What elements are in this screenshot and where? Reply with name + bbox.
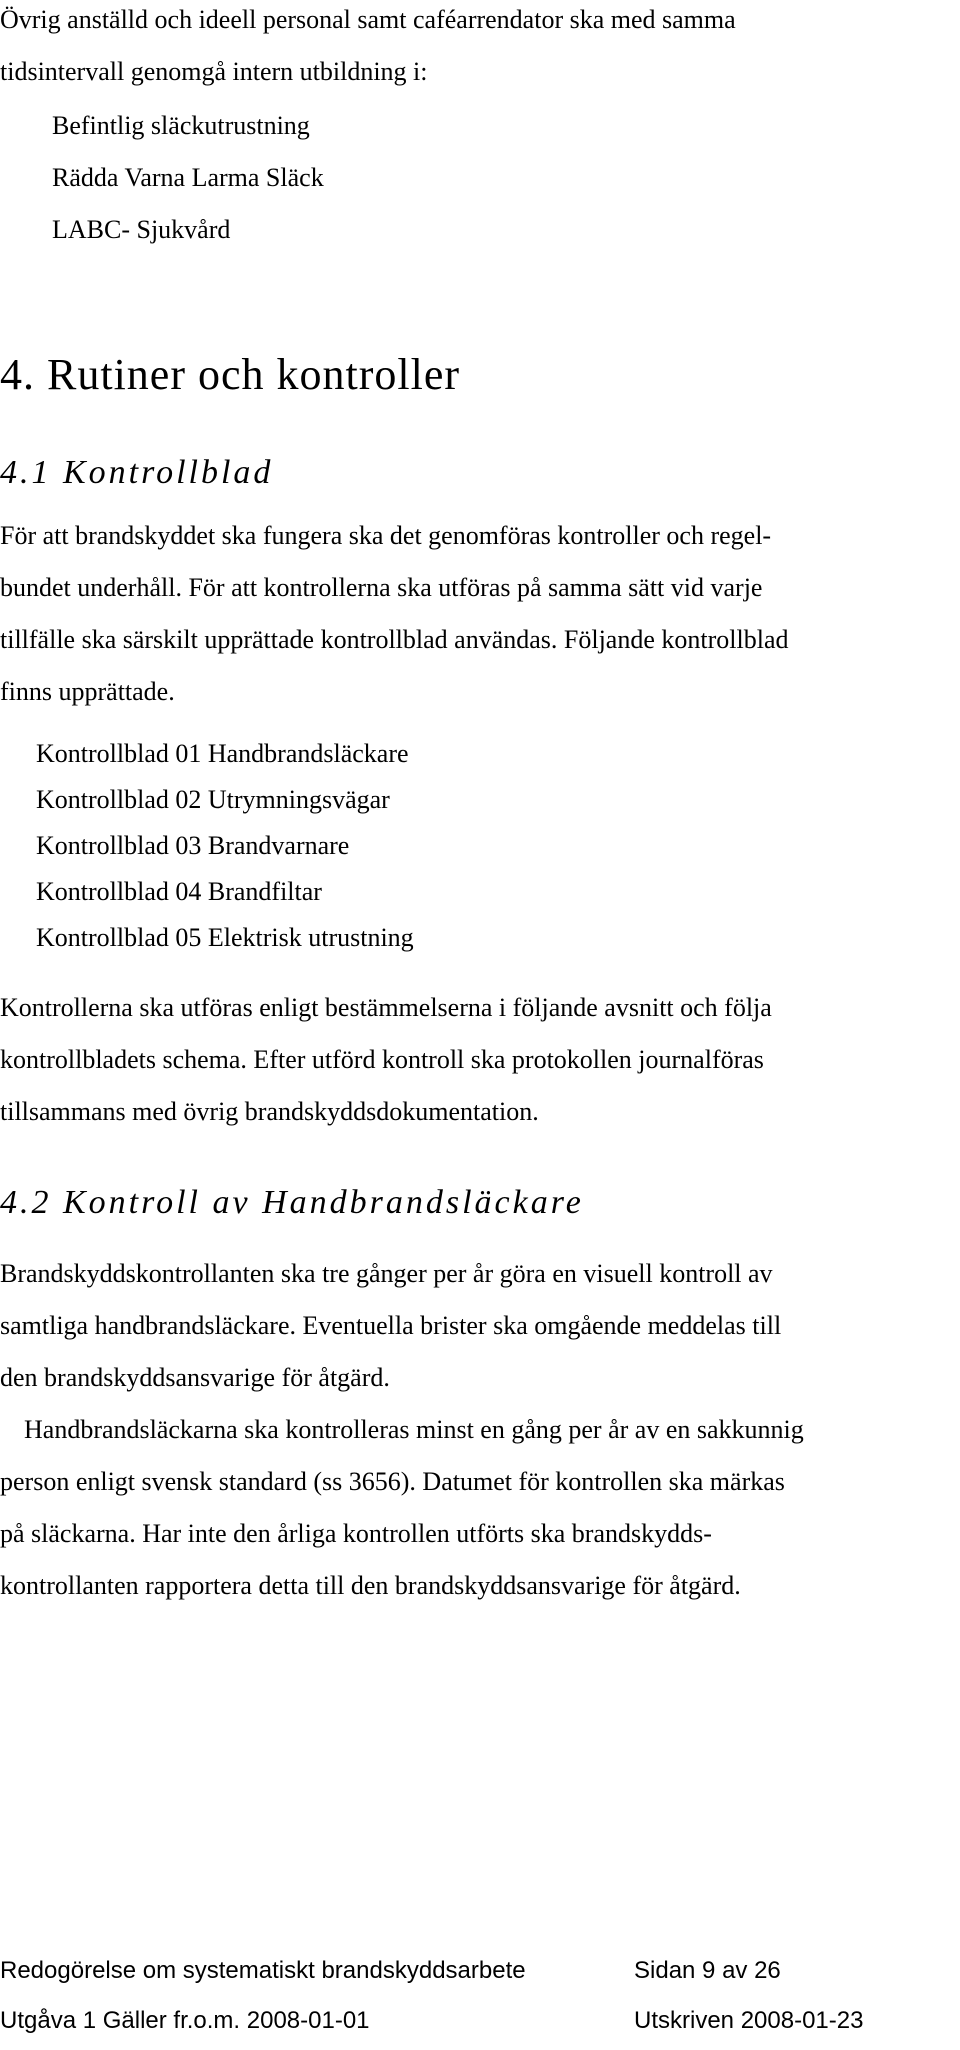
footer-doc-title: Redogörelse om systematiskt brandskyddsarbete — [0, 1957, 526, 1984]
control-sheet-01: Kontrollblad 01 Handbrandsläckare — [36, 739, 409, 768]
section-4-2-para-2-line-3: på släckarna. Har inte den årliga kontrollen utförts ska brandskydds- — [0, 1519, 712, 1548]
section-4-1-heading: 4.1 Kontrollblad — [0, 454, 274, 491]
training-item-2: Rädda Varna Larma Släck — [52, 163, 324, 192]
section-4-1-closing-line-2: kontrollbladets schema. Efter utförd kontroll ska protokollen journalföras — [0, 1045, 764, 1074]
control-sheet-03: Kontrollblad 03 Brandvarnare — [36, 831, 350, 860]
section-4-1-line-3: tillfälle ska särskilt upprättade kontrollblad användas. Följande kontrollblad — [0, 625, 789, 654]
section-4-2-para-1-line-2: samtliga handbrandsläckare. Eventuella brister ska omgående meddelas till — [0, 1311, 782, 1340]
footer-printed-date: Utskriven 2008-01-23 — [634, 2007, 864, 2034]
control-sheet-02: Kontrollblad 02 Utrymningsvägar — [36, 785, 390, 814]
section-4-2-para-2-line-4: kontrollanten rapportera detta till den brandskyddsansvarige för åtgärd. — [0, 1571, 741, 1600]
section-4-2-heading: 4.2 Kontroll av Handbrandsläckare — [0, 1184, 584, 1221]
training-item-3: LABC- Sjukvård — [52, 215, 231, 244]
section-4-1-line-1: För att brandskyddet ska fungera ska det genomföras kontroller och regel- — [0, 521, 772, 550]
section-4-1-closing-line-3: tillsammans med övrig brandskyddsdokumentation. — [0, 1097, 539, 1126]
section-4-heading: 4. Rutiner och kontroller — [0, 350, 461, 399]
footer-edition: Utgåva 1 Gäller fr.o.m. 2008-01-01 — [0, 2007, 370, 2034]
section-4-2-para-2-line-1: Handbrandsläckarna ska kontrolleras minst en gång per år av en sakkunnig — [24, 1415, 804, 1444]
intro-line-2: tidsintervall genomgå intern utbildning i: — [0, 57, 428, 86]
intro-line-1: Övrig anställd och ideell personal samt caféarrendator ska med samma — [0, 5, 736, 34]
training-item-1: Befintlig släckutrustning — [52, 111, 310, 140]
section-4-2-para-1-line-1: Brandskyddskontrollanten ska tre gånger per år göra en visuell kontroll av — [0, 1259, 773, 1288]
section-4-2-para-1-line-3: den brandskyddsansvarige för åtgärd. — [0, 1363, 390, 1392]
section-4-1-line-4: finns upprättade. — [0, 677, 175, 706]
section-4-1-closing-line-1: Kontrollerna ska utföras enligt bestämmelserna i följande avsnitt och följa — [0, 993, 772, 1022]
control-sheet-05: Kontrollblad 05 Elektrisk utrustning — [36, 923, 414, 952]
section-4-2-para-2-line-2: person enligt svensk standard (ss 3656). Datumet för kontrollen ska märkas — [0, 1467, 785, 1496]
footer-page-label: Sidan 9 av 26 — [634, 1957, 781, 1984]
control-sheet-04: Kontrollblad 04 Brandfiltar — [36, 877, 322, 906]
section-4-1-line-2: bundet underhåll. För att kontrollerna ska utföras på samma sätt vid varje — [0, 573, 763, 602]
